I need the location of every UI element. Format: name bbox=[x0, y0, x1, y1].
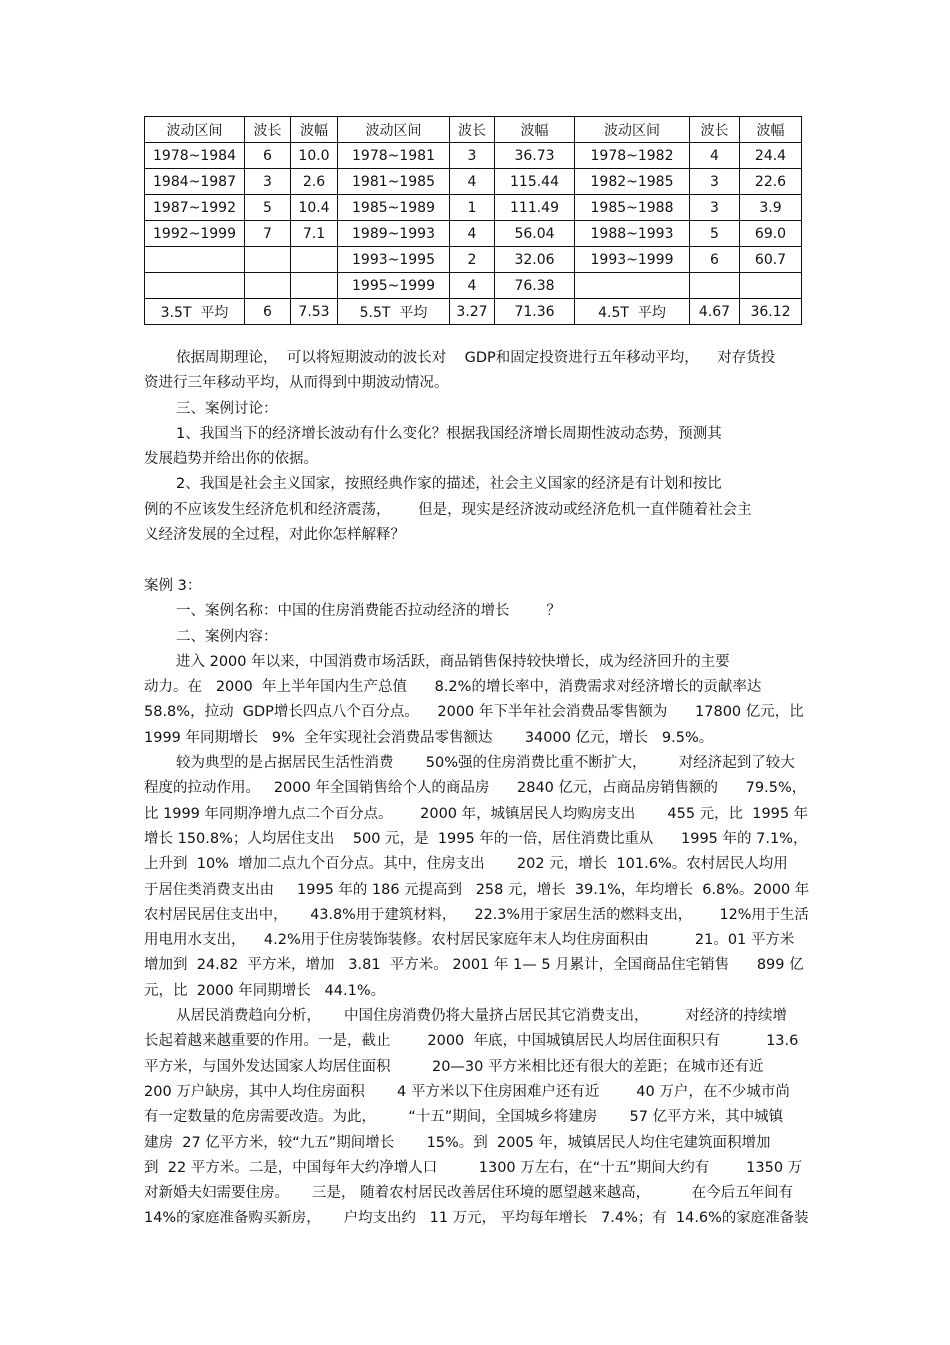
table-cell bbox=[291, 273, 338, 299]
table-cell: 7 bbox=[245, 221, 291, 247]
table-cell: 1982~1985 bbox=[575, 169, 690, 195]
header-cell: 波动区间 bbox=[338, 117, 450, 143]
table-cell: 1987~1992 bbox=[145, 195, 245, 221]
text-line: 2、我国是社会主义国家，按照经典作家的描述，社会主义国家的经济是有计划和按比 bbox=[176, 476, 722, 493]
table-cell: 1981~1985 bbox=[338, 169, 450, 195]
text-line: 案例 3： bbox=[144, 578, 202, 594]
case3-section bbox=[144, 574, 809, 1232]
text-line: 比 1999 年同期净增九点二个百分点。 2000 年，城镇居民人均购房支出 455 元，比 1995 年 bbox=[144, 805, 809, 822]
table-row bbox=[145, 299, 802, 325]
table-cell: 10.4 bbox=[291, 195, 338, 221]
table-cell bbox=[145, 247, 245, 273]
table-cell bbox=[145, 273, 245, 299]
text-line: 较为典型的是占据居民生活性消费 50%强的住房消费比重不断扩大， 对经济起到了较大 bbox=[176, 755, 795, 772]
text-line: 用电用水支出， 4.2%用于住房装饰装修。农村居民家庭年末人均住房面积由 21。01 平方米 bbox=[144, 932, 795, 949]
table-row bbox=[145, 143, 802, 169]
table-cell: 1 bbox=[450, 195, 495, 221]
table-cell bbox=[690, 273, 740, 299]
table-cell: 5 bbox=[245, 195, 291, 221]
text-line: 发展趋势并给出你的依据。 bbox=[144, 451, 318, 468]
table-cell: 3 bbox=[245, 169, 291, 195]
table-cell bbox=[245, 247, 291, 273]
table-cell bbox=[245, 273, 291, 299]
table-cell: 60.7 bbox=[740, 247, 802, 273]
text-line: 有一定数量的危房需要改造。为此， “十五”期间，全国城乡将建房 57 亿平方米，其中城镇 bbox=[144, 1109, 784, 1126]
text-line: 农村居民居住支出中， 43.8%用于建筑材料， 22.3%用于家居生活的燃料支出， 12%用于生活 bbox=[144, 906, 809, 923]
text-line: 程度的拉动作用。 2000 年全国销售给个人的商品房 2840 亿元，占商品房销售额的 79.5%， bbox=[144, 780, 807, 797]
table-cell: 76.38 bbox=[495, 273, 575, 299]
wave-table bbox=[144, 116, 802, 325]
wave-table-body bbox=[145, 117, 802, 325]
text-line: 14%的家庭准备购买新房， 户均支出约 11 万元， 平均每年增长 7.4%；有 14.6%的家庭准备装 bbox=[144, 1210, 809, 1227]
table-cell: 1978~1984 bbox=[145, 143, 245, 169]
table-cell: 3.9 bbox=[740, 195, 802, 221]
text-line: 对新婚夫妇需要住房。 三是， 随着农村居民改善居住环境的愿望越来越高， 在今后五年间有 bbox=[144, 1185, 794, 1202]
text-line: 三、案例讨论： bbox=[176, 400, 278, 417]
cycle-theory-section bbox=[144, 346, 809, 548]
table-cell: 2.6 bbox=[291, 169, 338, 195]
table-cell: 22.6 bbox=[740, 169, 802, 195]
table-row bbox=[145, 247, 802, 273]
text-line: 1999 年同期增长 9% 全年实现社会消费品零售额达 34000 亿元，增长 9.5%。 bbox=[144, 729, 714, 746]
table-cell bbox=[740, 273, 802, 299]
table-cell: 1989~1993 bbox=[338, 221, 450, 247]
table-cell: 5 bbox=[690, 221, 740, 247]
text-line: 二、案例内容： bbox=[176, 628, 278, 645]
table-cell: 3 bbox=[450, 143, 495, 169]
table-row bbox=[145, 195, 802, 221]
table-cell: 1978~1981 bbox=[338, 143, 450, 169]
table-cell: 1995~1999 bbox=[338, 273, 450, 299]
table-cell: 4.67 bbox=[690, 299, 740, 325]
table-cell: 36.73 bbox=[495, 143, 575, 169]
table-cell: 4 bbox=[450, 221, 495, 247]
header-cell: 波动区间 bbox=[145, 117, 245, 143]
table-cell: 6 bbox=[690, 247, 740, 273]
table-cell: 3 bbox=[690, 195, 740, 221]
table-cell: 1992~1999 bbox=[145, 221, 245, 247]
text-line: 义经济发展的全过程，对此你怎样解释？ bbox=[144, 527, 405, 544]
table-cell: 111.49 bbox=[495, 195, 575, 221]
table-cell bbox=[291, 247, 338, 273]
text-line: 资进行三年移动平均，从而得到中期波动情况。 bbox=[144, 375, 449, 392]
text-line: 增加到 24.82 平方米，增加 3.81 平方米。 2001 年 1— 5 月累计，全国商品住宅销售 899 亿 bbox=[144, 957, 804, 974]
table-cell: 71.36 bbox=[495, 299, 575, 325]
text-line: 元，比 2000 年同期增长 44.1%。 bbox=[144, 982, 386, 999]
table-cell: 6 bbox=[245, 299, 291, 325]
table-cell: 6 bbox=[245, 143, 291, 169]
text-line: 1、我国当下的经济增长波动有什么变化？根据我国经济增长周期性波动态势，预测其 bbox=[176, 425, 722, 442]
text-line: 增长 150.8%；人均居住支出 500 元，是 1995 年的一倍，居住消费比重从 1995 年的 7.1%， bbox=[144, 830, 808, 847]
text-line: 一、案例名称：中国的住房消费能否拉动经济的增长 ？ bbox=[176, 603, 561, 620]
table-cell: 5.5T 平均 bbox=[338, 299, 450, 325]
table-cell: 3 bbox=[690, 169, 740, 195]
table-cell: 4 bbox=[450, 273, 495, 299]
table-cell: 4 bbox=[450, 169, 495, 195]
text-line: 200 万户缺房，其中人均住房面积 4 平方米以下住房困难户还有近 40 万户，在不少城市尚 bbox=[144, 1083, 790, 1100]
text-line: 从居民消费趋向分析， 中国住房消费仍将大量挤占居民其它消费支出， 对经济的持续增 bbox=[176, 1008, 787, 1025]
text-line: 长起着越来越重要的作用。一是，截止 2000 年底，中国城镇居民人均居住面积只有 13.6 bbox=[144, 1033, 799, 1050]
table-row bbox=[145, 169, 802, 195]
table-row bbox=[145, 221, 802, 247]
table-cell: 32.06 bbox=[495, 247, 575, 273]
table-cell: 36.12 bbox=[740, 299, 802, 325]
table-cell: 4 bbox=[690, 143, 740, 169]
text-line: 建房 27 亿平方米，较“九五”期间增长 15%。到 2005 年，城镇居民人均住宅建筑面积增加 bbox=[144, 1134, 771, 1151]
text-line: 进入 2000 年以来，中国消费市场活跃，商品销售保持较快增长，成为经济回升的主要 bbox=[176, 653, 730, 670]
table-cell: 69.0 bbox=[740, 221, 802, 247]
table-cell: 1993~1999 bbox=[575, 247, 690, 273]
text-line: 上升到 10% 增加二点九个百分点。其中，住房支出 202 元，增长 101.6%。农村居民人均用 bbox=[144, 856, 788, 873]
table-header-row bbox=[145, 117, 802, 143]
header-cell: 波幅 bbox=[495, 117, 575, 143]
text-line: 58.8%，拉动 GDP增长四点八个百分点。 2000 年下半年社会消费品零售额为 17800 亿元，比 bbox=[144, 704, 804, 721]
table-cell: 10.0 bbox=[291, 143, 338, 169]
table-cell bbox=[575, 273, 690, 299]
table-cell: 1978~1982 bbox=[575, 143, 690, 169]
table-cell: 1985~1989 bbox=[338, 195, 450, 221]
table-cell: 115.44 bbox=[495, 169, 575, 195]
text-line: 依据周期理论， 可以将短期波动的波长对 GDP和固定投资进行五年移动平均， 对存货投 bbox=[176, 350, 776, 366]
table-cell: 1984~1987 bbox=[145, 169, 245, 195]
header-cell: 波长 bbox=[690, 117, 740, 143]
text-line: 平方米，与国外发达国家人均居住面积 20—30 平方米相比还有很大的差距；在城市还有近 bbox=[144, 1058, 764, 1075]
text-line: 于居住类消费支出由 1995 年的 186 元提高到 258 元，增长 39.1%，年均增长 6.8%。2000 年 bbox=[144, 881, 809, 898]
header-cell: 波幅 bbox=[740, 117, 802, 143]
table-cell: 7.1 bbox=[291, 221, 338, 247]
table-cell: 2 bbox=[450, 247, 495, 273]
table-cell: 7.53 bbox=[291, 299, 338, 325]
table-cell: 24.4 bbox=[740, 143, 802, 169]
table-cell: 1993~1995 bbox=[338, 247, 450, 273]
text-line: 到 22 平方米。二是，中国每年大约净增人口 1300 万左右，在“十五”期间大约有 1350 万 bbox=[144, 1159, 803, 1176]
header-cell: 波幅 bbox=[291, 117, 338, 143]
table-cell: 1988~1993 bbox=[575, 221, 690, 247]
table-cell: 3.27 bbox=[450, 299, 495, 325]
text-line: 例的不应该发生经济危机和经济震荡， 但是，现实是经济波动或经济危机一直伴随着社会主 bbox=[144, 501, 752, 518]
text-line: 动力。在 2000 年上半年国内生产总值 8.2%的增长率中，消费需求对经济增长的贡献率达 bbox=[144, 679, 762, 696]
table-cell: 56.04 bbox=[495, 221, 575, 247]
table-cell: 4.5T 平均 bbox=[575, 299, 690, 325]
table-cell: 1985~1988 bbox=[575, 195, 690, 221]
table-row bbox=[145, 273, 802, 299]
header-cell: 波长 bbox=[450, 117, 495, 143]
table-cell: 3.5T 平均 bbox=[145, 299, 245, 325]
header-cell: 波长 bbox=[245, 117, 291, 143]
header-cell: 波动区间 bbox=[575, 117, 690, 143]
